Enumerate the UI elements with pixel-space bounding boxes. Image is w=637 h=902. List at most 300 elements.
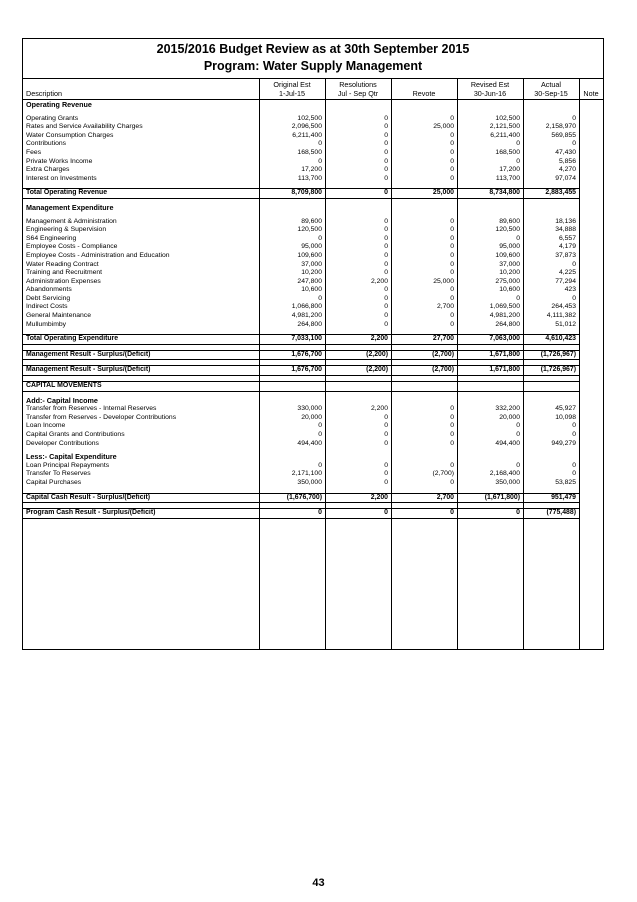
cell-original-est: 0 [318,294,322,302]
cell-actual [523,397,579,406]
cell-original-est: 6,211,400 [292,131,322,139]
table-row [23,132,603,141]
cell-note [579,235,603,244]
cell-revote: 25,000 [433,123,454,131]
cell-resolutions: 0 [384,243,388,251]
table-row [23,261,603,270]
cell-note [579,226,603,235]
cell-original-est: 330,000 [297,405,322,413]
cell-revote: 27,700 [391,335,457,345]
header-original-est-label: Original Est [273,80,311,89]
row-description: Debt Servicing [26,294,71,302]
cell-resolutions: 0 [384,461,388,469]
cell-note [579,422,603,431]
cell-revote: 0 [450,157,454,165]
header-actual [523,80,579,98]
cell-revised-est: 332,200 [495,405,520,413]
cell-note [579,286,603,295]
header-original-est-date: 1-Jul-15 [279,89,305,98]
row-description: Developer Contributions [26,439,99,447]
title-divider [23,78,603,79]
cell-resolutions: 0 [384,312,388,320]
cell-actual: 0 [572,114,576,122]
row-description: Program Cash Result - Surplus/(Deficit) [23,509,259,519]
cell-resolutions: 0 [384,303,388,311]
cell-resolutions: 0 [384,320,388,328]
row-description: Total Operating Revenue [23,189,259,199]
cell-note [579,166,603,175]
cell-note [579,295,603,304]
table-row [23,149,603,158]
cell-revised-est: 10,600 [499,286,520,294]
cell-note [579,140,603,149]
cell-revote: 0 [450,166,454,174]
cell-actual: 569,855 [551,131,576,139]
cell-revote: 0 [450,413,454,421]
cell-revote [391,101,457,110]
cell-actual: 0 [572,260,576,268]
cell-note [579,462,603,471]
cell-actual: 4,111,382 [546,312,576,320]
budget-rows [23,101,603,519]
table-row [23,140,603,149]
cell-note [579,123,603,132]
cell-note [579,453,603,462]
cell-revote: 0 [450,226,454,234]
cell-revised-est: 0 [516,422,520,430]
page-title: 2015/2016 Budget Review as at 30th September 2015 [156,42,470,56]
cell-resolutions: 2,200 [325,493,391,503]
cell-actual [523,101,579,110]
cell-original-est: 264,800 [297,320,322,328]
cell-original-est: 0 [318,431,322,438]
header-original-est [259,80,325,98]
cell-original-est: 1,066,800 [291,303,322,311]
header-description: Description [26,89,62,98]
cell-resolutions: 0 [384,131,388,139]
row-description: Management & Administration [26,217,117,225]
cell-original-est: 102,500 [297,114,322,122]
table-row [23,278,603,287]
table-row [23,470,603,479]
cell-original-est: 37,000 [301,260,322,268]
row-description: CAPITAL MOVEMENTS [23,382,259,392]
cell-note [579,321,603,330]
cell-actual: 949,279 [551,439,576,447]
cell-actual: 45,927 [555,405,576,413]
cell-resolutions: 0 [384,269,388,277]
cell-actual: 4,270 [558,166,576,174]
total-row [23,350,603,360]
cell-revised-est: 0 [516,140,520,148]
cell-resolutions: 0 [384,251,388,259]
table-row [23,312,603,321]
cell-resolutions: 0 [384,294,388,302]
cell-note [579,414,603,423]
cell-resolutions: 0 [384,174,388,182]
header-resolutions-period: Jul - Sep Qtr [337,89,379,98]
cell-revised-est: 109,600 [495,251,520,259]
row-description: Contributions [26,140,67,148]
cell-actual: 51,012 [555,320,576,328]
cell-resolutions: 2,200 [370,277,388,285]
cell-original-est: 10,600 [301,286,322,294]
row-description: Water Reading Contract [26,260,99,268]
cell-original-est: 2,171,100 [291,470,322,478]
row-description: Employee Costs - Compliance [26,243,118,251]
cell-revote [391,382,457,392]
table-row [23,440,603,449]
cell-original-est: 10,200 [301,269,322,277]
row-description: Abandonments [26,286,72,294]
cell-actual: 0 [572,461,576,469]
cell-revised-est: 168,500 [495,148,520,156]
cell-revised-est [457,204,523,213]
cell-original-est: 2,096,500 [291,123,322,131]
cell-original-est: 109,600 [297,251,322,259]
cell-revised-est: 120,500 [495,226,520,234]
cell-note [579,470,603,479]
cell-revised-est: 350,000 [495,478,520,486]
row-description: Transfer To Reserves [26,470,91,478]
cell-actual [523,204,579,213]
cell-revised-est: (1,671,800) [457,493,523,503]
header-revised-est [457,80,523,98]
row-description: Interest on Investments [26,174,97,182]
cell-actual: 97,074 [555,174,576,182]
row-description: Management Expenditure [26,203,114,212]
cell-actual: 2,158,970 [545,123,576,131]
cell-revised-est: 17,200 [499,166,520,174]
cell-resolutions: 2,200 [370,405,388,413]
cell-revised-est: 0 [516,234,520,242]
total-row [23,189,603,199]
header-revote: Revote [412,89,436,98]
cell-note [579,101,603,110]
page-number: 43 [312,877,325,889]
row-description: General Maintenance [26,312,91,320]
cell-resolutions: 0 [384,157,388,165]
cell-resolutions [325,204,391,213]
cell-revote: 0 [450,286,454,294]
cell-actual: 34,888 [555,226,576,234]
cell-note [579,175,603,184]
total-row [23,382,603,392]
cell-revised-est [457,453,523,462]
cell-original-est: 7,033,100 [259,335,325,345]
row-description: Total Operating Expenditure [23,335,259,345]
row-description: Management Result - Surplus/(Deficit) [23,350,259,360]
cell-revote: 0 [450,217,454,225]
row-description: Capital Purchases [26,478,82,486]
cell-revised-est: 0 [457,509,523,519]
header-resolutions [325,80,391,98]
table-row [23,235,603,244]
total-row [23,366,603,376]
row-description: Transfer from Reserves - Developer Contributions [26,413,177,421]
table-row [23,321,603,330]
cell-revised-est: 89,600 [499,217,520,225]
cell-revote: 0 [450,478,454,486]
table-row [23,295,603,304]
cell-actual: 0 [572,431,576,438]
cell-revised-est: 113,700 [495,174,520,182]
cell-revote: 0 [450,431,454,438]
cell-actual: 4,225 [558,269,576,277]
cell-original-est: 4,981,200 [291,312,322,320]
section-heading-row [23,397,603,406]
cell-revised-est: 1,671,800 [457,366,523,376]
cell-revote: 0 [450,269,454,277]
cell-resolutions [325,382,391,392]
cell-original-est: 0 [318,157,322,165]
cell-revised-est: 20,000 [499,413,520,421]
cell-actual: (1,726,967) [523,350,579,360]
cell-note [579,350,603,360]
cell-actual [523,453,579,462]
cell-revote: 0 [450,405,454,413]
cell-revised-est: 2,168,400 [489,470,520,478]
table-row [23,431,603,440]
cell-revote: 0 [450,461,454,469]
cell-resolutions: 0 [384,439,388,447]
cell-actual: 47,430 [555,148,576,156]
row-description: Rates and Service Availability Charges [26,123,143,131]
cell-original-est: 0 [318,461,322,469]
cell-actual: 6,557 [558,234,576,242]
cell-revised-est: 1,671,800 [457,350,523,360]
cell-note [579,115,603,124]
cell-resolutions: 0 [325,509,391,519]
cell-note [579,382,603,392]
row-description: Extra Charges [26,166,70,174]
cell-resolutions [325,397,391,406]
cell-resolutions: 0 [384,413,388,421]
table-row [23,269,603,278]
cell-actual: (775,488) [523,509,579,519]
cell-revised-est: 264,800 [495,320,520,328]
header-actual-label: Actual [541,80,561,89]
total-row [23,509,603,519]
cell-note [579,269,603,278]
table-row [23,303,603,312]
budget-review-table [22,38,604,650]
total-row [23,493,603,503]
cell-revote: 0 [450,422,454,430]
row-description: Loan Principal Repayments [26,461,110,469]
row-description: Fees [26,148,42,156]
row-description: Administration Expenses [26,277,101,285]
cell-resolutions: 0 [384,123,388,131]
cell-original-est: 20,000 [301,413,322,421]
section-heading-row [23,204,603,213]
row-description: Capital Cash Result - Surplus/(Deficit) [23,493,259,503]
cell-revised-est: 8,734,800 [457,189,523,199]
cell-note [579,261,603,270]
cell-original-est: 0 [259,509,325,519]
cell-revote: (2,700) [391,350,457,360]
cell-revised-est: 0 [516,157,520,165]
cell-original-est: 247,800 [297,277,322,285]
cell-original-est [259,382,325,392]
cell-resolutions [325,101,391,110]
cell-original-est: 95,000 [301,243,322,251]
header-actual-date: 30-Sep-15 [534,89,568,98]
cell-revote [391,453,457,462]
cell-resolutions: 0 [384,431,388,438]
cell-note [579,158,603,167]
row-description: Capital Grants and Contributions [26,431,125,438]
cell-note [579,335,603,345]
cell-actual: 951,479 [523,493,579,503]
program-subtitle: Program: Water Supply Management [203,59,423,73]
cell-actual: 423 [564,286,576,294]
cell-resolutions: 2,200 [325,335,391,345]
header-resolutions-label: Resolutions [339,80,377,89]
cell-original-est: 168,500 [297,148,322,156]
total-row [23,335,603,345]
cell-actual: 37,873 [555,251,576,259]
cell-resolutions: 0 [384,140,388,148]
cell-revised-est: 6,211,400 [490,131,520,139]
cell-note [579,440,603,449]
cell-original-est: 89,600 [301,217,322,225]
cell-revote: 0 [450,251,454,259]
cell-original-est: 350,000 [297,478,322,486]
row-description: Add:- Capital Income [26,396,98,405]
table-row [23,158,603,167]
cell-revised-est: 0 [516,431,520,438]
cell-revised-est: 102,500 [495,114,520,122]
cell-note [579,493,603,503]
cell-revised-est: 0 [516,294,520,302]
cell-revote: 0 [450,114,454,122]
cell-revote: 0 [450,174,454,182]
cell-original-est: 0 [318,422,322,430]
cell-original-est [259,101,325,110]
cell-original-est: 8,709,800 [259,189,325,199]
cell-actual: 77,294 [555,277,576,285]
cell-revote: 0 [450,312,454,320]
table-row [23,286,603,295]
cell-revote: (2,700) [432,470,454,478]
row-description: Employee Costs - Administration and Education [26,251,170,259]
cell-resolutions: 0 [384,234,388,242]
row-description: Mullumbimby [26,320,67,328]
cell-revised-est: 95,000 [499,243,520,251]
table-row [23,422,603,431]
row-description: Management Result - Surplus/(Deficit) [23,366,259,376]
cell-revote: 0 [450,294,454,302]
cell-actual [523,382,579,392]
table-row [23,405,603,414]
cell-resolutions: (2,200) [325,350,391,360]
cell-revote: (2,700) [391,366,457,376]
row-description: Training and Recruitment [26,269,103,277]
cell-note [579,509,603,519]
cell-revote: 0 [450,140,454,148]
cell-actual: 0 [572,294,576,302]
cell-actual: 5,856 [558,157,576,165]
table-row [23,166,603,175]
header-revised-est-label: Revised Est [470,80,510,89]
cell-note [579,204,603,213]
cell-original-est: 1,676,700 [259,366,325,376]
table-row [23,175,603,184]
section-heading-row [23,453,603,462]
section-heading-row [23,101,603,110]
cell-original-est [259,397,325,406]
cell-actual: 264,453 [551,303,576,311]
cell-actual: 53,825 [555,478,576,486]
cell-original-est: 494,400 [297,439,322,447]
cell-original-est: (1,676,700) [259,493,325,503]
header-divider [23,99,603,100]
cell-revote: 0 [450,243,454,251]
cell-note [579,366,603,376]
cell-revised-est: 37,000 [499,260,520,268]
cell-revote: 0 [450,260,454,268]
cell-note [579,303,603,312]
cell-revote: 0 [450,439,454,447]
header-note: Note [583,89,599,98]
header-revised-est-date: 30-Jun-16 [473,89,507,98]
table-row [23,218,603,227]
table-row [23,123,603,132]
cell-actual: 10,098 [555,413,576,421]
table-row [23,252,603,261]
row-description: Water Consumption Charges [26,131,114,139]
cell-resolutions: 0 [384,114,388,122]
table-row [23,115,603,124]
cell-resolutions: 0 [384,217,388,225]
cell-resolutions: 0 [384,286,388,294]
cell-revised-est: 10,200 [499,269,520,277]
cell-note [579,218,603,227]
cell-resolutions [325,453,391,462]
row-description: Operating Grants [26,114,79,122]
cell-resolutions: 0 [384,166,388,174]
cell-revised-est: 1,069,500 [489,303,520,311]
cell-revote: 2,700 [436,303,454,311]
cell-resolutions: (2,200) [325,366,391,376]
cell-revote [391,397,457,406]
cell-actual: 18,136 [555,217,576,225]
cell-revote: 0 [450,148,454,156]
cell-revote: 0 [450,234,454,242]
row-description: Transfer from Reserves - Internal Reserves [26,405,157,413]
cell-original-est: 113,700 [297,174,322,182]
row-description: Operating Revenue [26,101,92,109]
cell-note [579,312,603,321]
table-row [23,479,603,488]
cell-resolutions: 0 [384,422,388,430]
cell-actual: 0 [572,140,576,148]
cell-note [579,189,603,199]
cell-resolutions: 0 [325,189,391,199]
row-description: Private Works Income [26,157,93,165]
cell-revised-est: 0 [516,461,520,469]
cell-note [579,243,603,252]
cell-original-est: 120,500 [297,226,322,234]
row-description: Indirect Costs [26,303,68,311]
cell-original-est [259,204,325,213]
cell-actual: (1,726,967) [523,366,579,376]
cell-revised-est [457,101,523,110]
row-description: S64 Engineering [26,234,77,242]
cell-actual: 0 [572,422,576,430]
cell-revote: 2,700 [391,493,457,503]
